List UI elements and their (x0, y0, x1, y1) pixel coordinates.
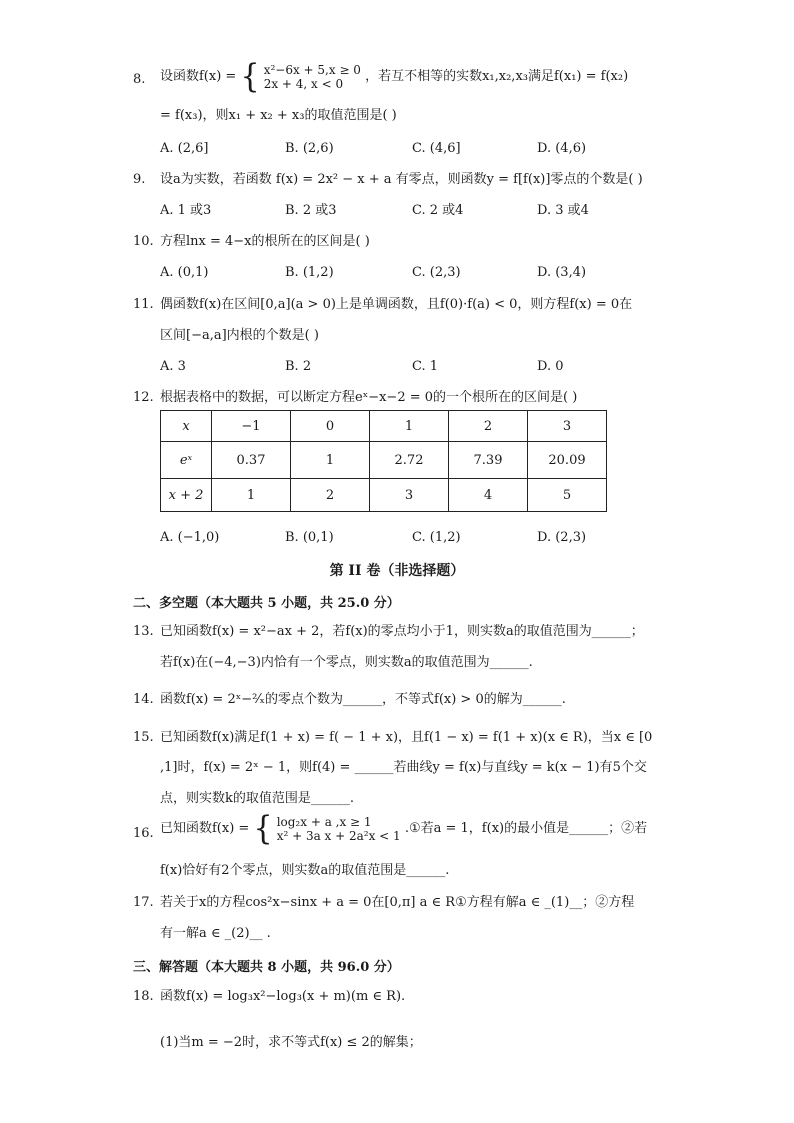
q17-line1 (0, 893, 794, 913)
q12-stem: 根据表格中的数据，可以断定方程eˣ−x−2 = 0的一个根所在的区间是( ) (160, 390, 578, 405)
q11-option-d[interactable]: D. 0 (537, 359, 564, 374)
q16-number: 16. (133, 826, 154, 841)
q15-line3 (0, 789, 794, 809)
q17-number: 17. (133, 895, 154, 910)
q18-stem: 函数f(x) = log₃x²−log₃(x + m)(m ∈ R). (160, 989, 406, 1004)
q8-line2-text: = f(x₃)，则x₁ + x₂ + x₃的取值范围是( ) (160, 108, 397, 123)
q9-line (0, 170, 794, 190)
table-cell: 1 (212, 479, 291, 512)
q11-stem-2: 区间[−a,a]内根的个数是( ) (160, 328, 319, 343)
q8-line2 (0, 106, 794, 126)
q16-post: .①若a = 1，f(x)的最小值是______；②若 (404, 821, 648, 836)
q9-stem: 设a为实数，若函数 f(x) = 2x² − x + a 有零点，则函数y = f[f(x)]零点的个数是( ) (160, 172, 643, 187)
q8-piece2: 2x + 4, x < 0 (263, 77, 344, 91)
q18-number: 18. (133, 989, 154, 1004)
q9-number: 9. (133, 172, 146, 187)
table-cell: eˣ (161, 442, 212, 479)
table-cell: −1 (212, 411, 291, 442)
q16-line2 (0, 861, 794, 881)
q10-options (0, 263, 794, 283)
q12-line (0, 388, 794, 408)
table-row (161, 479, 607, 512)
table-cell: 0 (291, 411, 370, 442)
table-cell: 0.37 (212, 442, 291, 479)
q13-line2 (0, 653, 794, 673)
q12-option-c[interactable]: C. (1,2) (412, 530, 461, 545)
q10-option-d[interactable]: D. (3,4) (537, 265, 587, 280)
table-cell: 7.39 (449, 442, 528, 479)
q13-stem-2: 若f(x)在(−4,−3)内恰有一个零点，则实数a的取值范围为______. (160, 655, 533, 670)
q15-stem-3: 点，则实数k的取值范围是______. (160, 791, 355, 806)
q16-brace: { (253, 809, 273, 848)
q14-line (0, 690, 794, 710)
q11-option-b[interactable]: B. 2 (285, 359, 312, 374)
q16-piece1: log₂x + a ,x ≥ 1 (276, 815, 372, 829)
q8-piece1: x²−6x + 5,x ≥ 0 (263, 63, 361, 77)
q12-option-b[interactable]: B. (0,1) (285, 530, 334, 545)
q8-piecewise (264, 63, 361, 91)
q15-line2 (0, 758, 794, 778)
table-row (161, 411, 607, 442)
table-cell: 3 (370, 479, 449, 512)
q10-number: 10. (133, 234, 154, 249)
q15-number: 15. (133, 730, 154, 745)
q10-stem: 方程lnx = 4−x的根所在的区间是( ) (160, 234, 370, 249)
table-row (161, 442, 607, 479)
q8-option-a[interactable]: A. (2,6] (160, 141, 209, 156)
q11-line2 (0, 326, 794, 346)
q11-option-c[interactable]: C. 1 (412, 359, 439, 374)
q12-option-a[interactable]: A. (−1,0) (160, 530, 220, 545)
table-cell: x (161, 411, 212, 442)
q9-options (0, 201, 794, 221)
q17-line2 (0, 924, 794, 944)
q8-post: ，若互不相等的实数x₁,x₂,x₃满足f(x₁) = f(x₂) (365, 69, 629, 84)
table-cell: 1 (370, 411, 449, 442)
q16-piecewise (277, 815, 401, 843)
section3-heading: 三、解答题（本大题共 8 小题，共 96.0 分） (133, 960, 400, 975)
section2-heading: 二、多空题（本大题共 5 小题，共 25.0 分） (133, 596, 400, 611)
q12-option-d[interactable]: D. (2,3) (537, 530, 587, 545)
q10-option-c[interactable]: C. (2,3) (412, 265, 461, 280)
q11-option-a[interactable]: A. 3 (160, 359, 186, 374)
q16-stem-2: f(x)恰好有2个零点，则实数a的取值范围是______. (160, 863, 450, 878)
q8-stem (160, 57, 629, 96)
q8-pre: 设函数f(x) = (160, 69, 237, 84)
table-cell: 1 (291, 442, 370, 479)
q9-option-a[interactable]: A. 1 或3 (160, 203, 212, 218)
q15-stem-2: ,1]时，f(x) = 2ˣ − 1，则f(4) = ______若曲线y = f(x)与直线y = k(x − 1)有5个交 (160, 760, 647, 775)
q18-line (0, 987, 794, 1007)
q16-piece2: x² + 3a x + 2a²x < 1 (276, 829, 401, 843)
q16-stem (160, 809, 648, 848)
q12-options (0, 528, 794, 548)
q9-option-d[interactable]: D. 3 或4 (537, 203, 589, 218)
table-cell: x + 2 (161, 479, 212, 512)
part2-title: 第 II 卷（非选择题） (329, 563, 465, 579)
q11-stem-1: 偶函数f(x)在区间[0,a](a > 0)上是单调函数，且f(0)·f(a) < 0，则方程f(x) = 0在 (160, 297, 633, 312)
table-cell: 2 (291, 479, 370, 512)
q11-line1 (0, 295, 794, 315)
q10-line (0, 232, 794, 252)
q10-option-b[interactable]: B. (1,2) (285, 265, 334, 280)
q11-options (0, 357, 794, 377)
table-cell: 5 (528, 479, 607, 512)
q16-line1 (0, 809, 794, 850)
q17-stem-2: 有一解a ∈ _(2)__ . (160, 926, 271, 941)
q15-line1 (0, 728, 794, 748)
q14-stem: 函数f(x) = 2ˣ−²⁄ₓ的零点个数为______，不等式f(x) > 0的解为______. (160, 692, 566, 707)
q16-pre: 已知函数f(x) = (160, 821, 250, 836)
q17-stem-1: 若关于x的方程cos²x−sinx + a = 0在[0,π] a ∈ R①方程有解a ∈ _(1)__；②方程 (160, 895, 635, 910)
table-cell: 2.72 (370, 442, 449, 479)
table-cell: 2 (449, 411, 528, 442)
table-cell: 3 (528, 411, 607, 442)
q12-data-table (160, 410, 607, 512)
q9-option-c[interactable]: C. 2 或4 (412, 203, 464, 218)
q18-sub1 (0, 1033, 794, 1053)
q8-option-c[interactable]: C. (4,6] (412, 141, 461, 156)
q18-sub1-text: (1)当m = −2时，求不等式f(x) ≤ 2的解集； (160, 1035, 422, 1050)
table-cell: 20.09 (528, 442, 607, 479)
q10-option-a[interactable]: A. (0,1) (160, 265, 209, 280)
q13-number: 13. (133, 624, 154, 639)
table-cell: 4 (449, 479, 528, 512)
q13-line1 (0, 622, 794, 642)
q13-stem-1: 已知函数f(x) = x²−ax + 2，若f(x)的零点均小于1，则实数a的取值范围为______； (160, 624, 644, 639)
q11-number: 11. (133, 297, 154, 312)
q8-brace: { (240, 57, 260, 96)
q9-option-b[interactable]: B. 2 或3 (285, 203, 337, 218)
q8-number: 8. (133, 72, 146, 87)
q12-number: 12. (133, 390, 154, 405)
q8-options (0, 139, 794, 159)
q14-number: 14. (133, 692, 154, 707)
q8-option-d[interactable]: D. (4,6) (537, 141, 587, 156)
q8-option-b[interactable]: B. (2,6) (285, 141, 334, 156)
q15-stem-1: 已知函数f(x)满足f(1 + x) = f( − 1 + x)，且f(1 − x) = f(1 + x)(x ∈ R)，当x ∈ [0 (160, 730, 653, 745)
q8-line1 (0, 57, 794, 98)
